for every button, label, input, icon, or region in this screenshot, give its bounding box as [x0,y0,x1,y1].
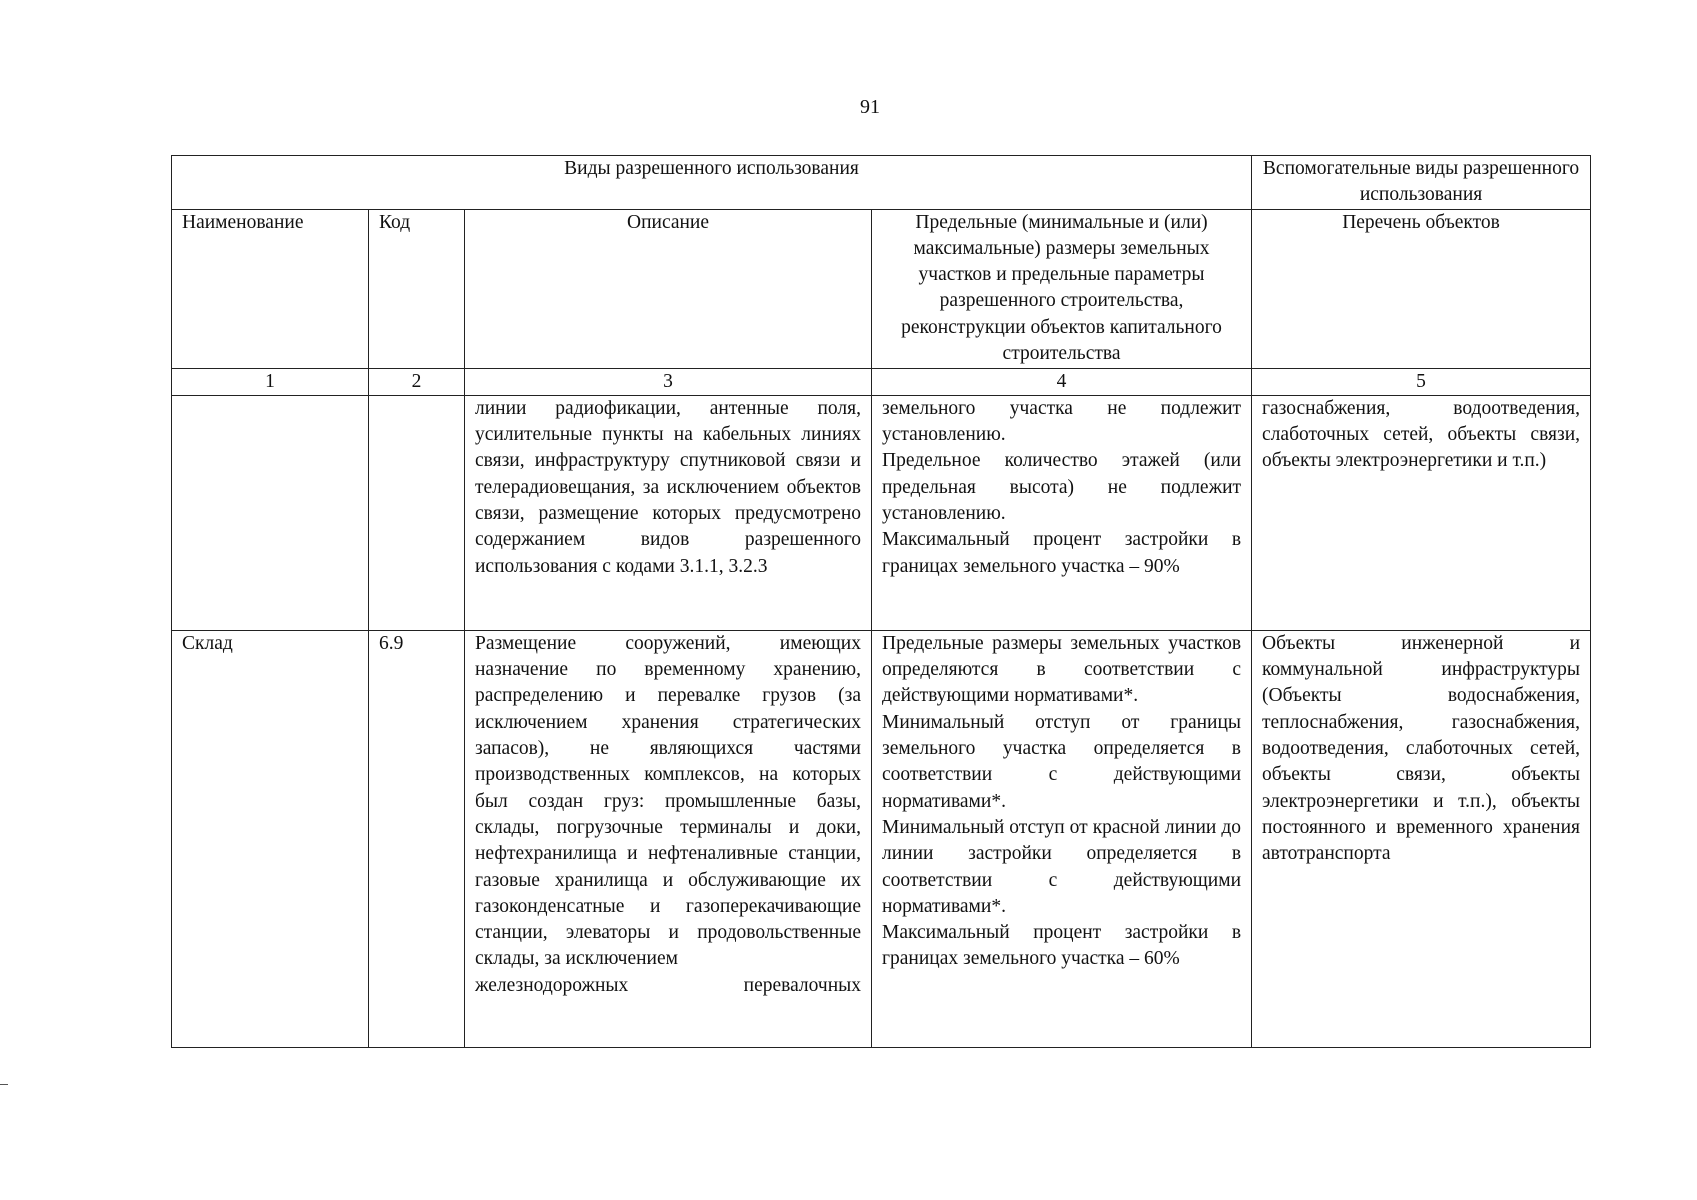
permitted-uses-header: Виды разрешенного использования [172,156,1252,210]
description-tail: железнодорожных перевалочных [475,974,861,996]
row-description [465,630,872,1047]
col-number: 4 [872,368,1252,395]
limits-paragraph: Максимальный процент застройки в границах земельного участка – 90% [882,529,1242,577]
limits-paragraph: Предельные размеры земельных участков определяются в соответствии с действующими нормативами*. [882,632,1242,707]
table-row [172,630,1591,1047]
row-objects: Объекты инженерной и коммунальной инфраструктуры (Объекты водоснабжения, теплоснабжения, газоснабжения, водоотведения, слаботочных сетей, объекты связи, объекты электроэнергетики и т.п.), объекты постоянного и временного хранения автотранспорта [1252,630,1591,1047]
land-use-table [171,155,1591,1048]
row-limits [872,395,1252,630]
limits-paragraph: Предельное количество этажей (или предельная высота) не подлежит установлению. [882,450,1242,525]
limits-paragraph: Минимальный отступ от границы земельного участка определяется в соответствии с действующими нормативами*. [882,711,1242,812]
limits-paragraph: Максимальный процент застройки в границах земельного участка – 60% [882,922,1242,970]
page-number: 91 [860,96,880,118]
col-header-objects: Перечень объектов [1252,209,1591,368]
row-description: линии радиофикации, антенные поля, усилительные пункты на кабельных линиях связи, инфраструктуру спутниковой связи и телерадиовещания, за исключением объектов связи, размещение которых предусмотрено содержанием видов разрешенного использования с кодами 3.1.1, 3.2.3 [465,395,872,630]
description-text: Размещение сооружений, имеющих назначение по временному хранению, распределению и перевалке грузов (за исключением хранения стратегических запасов), не являющихся частями производственных комплексов, на которых был создан груз: промышленные базы, склады, погрузочные терминалы и доки, нефтехранилища и нефтеналивные станции, газовые хранилища и обслуживающие их газоконденсатные и газоперекачивающие станции, элеваторы и продовольственные склады, за исключением [475,632,861,970]
margin-tick [0,1084,8,1085]
table-column-header-row [172,209,1591,368]
row-code: 6.9 [369,630,465,1047]
col-number: 3 [465,368,872,395]
row-code [369,395,465,630]
limits-paragraph: Минимальный отступ от красной линии до линии застройки определяется в соответствии с действующими нормативами*. [882,816,1242,917]
auxiliary-uses-header: Вспомогательные виды разрешенного использования [1252,156,1591,210]
col-number: 1 [172,368,369,395]
col-header-code: Код [369,209,465,368]
table-row [172,395,1591,630]
col-header-limits: Предельные (минимальные и (или) максимальные) размеры земельных участков и предельные параметры разрешенного строительства, реконструкции объектов капитального строительства [872,209,1252,368]
column-number-row [172,368,1591,395]
table-group-header-row [172,156,1591,210]
row-objects: газоснабжения, водоотведения, слаботочных сетей, объекты связи, объекты электроэнергетики и т.п.) [1252,395,1591,630]
row-name: Склад [172,630,369,1047]
col-number: 2 [369,368,465,395]
row-limits [872,630,1252,1047]
col-header-name: Наименование [172,209,369,368]
row-name [172,395,369,630]
col-header-description: Описание [465,209,872,368]
col-number: 5 [1252,368,1591,395]
limits-paragraph: земельного участка не подлежит установлению. [882,397,1242,446]
